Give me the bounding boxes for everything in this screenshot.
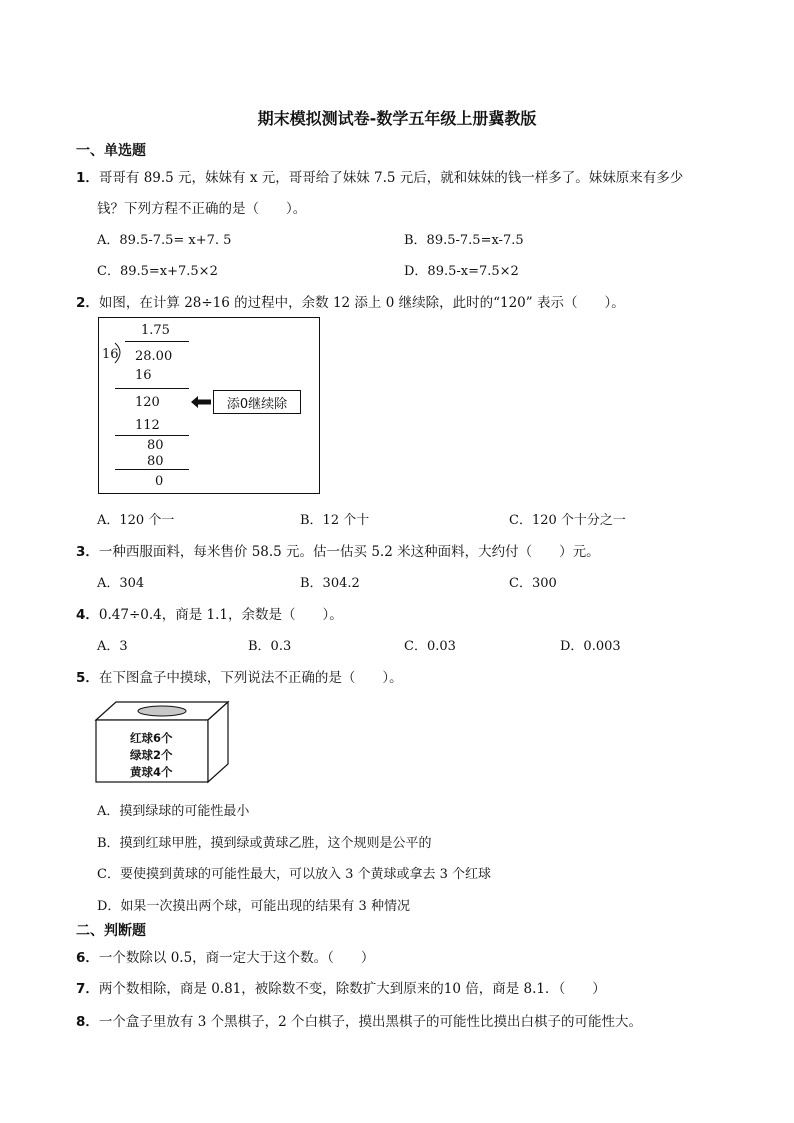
option-b: B．0.3: [248, 639, 292, 654]
question-number: 4．: [76, 607, 99, 623]
option-a: A．120 个一: [97, 513, 175, 528]
question-number: 2．: [76, 295, 99, 311]
question-5: [76, 666, 403, 686]
option-c: C．300: [509, 576, 557, 591]
dividend: 28.00: [135, 349, 173, 364]
question-text: 一个数除以 0.5，商一定大于这个数。（ ）: [98, 950, 375, 966]
option-d: D．如果一次摸出两个球，可能出现的结果有 3 种情况: [97, 899, 410, 914]
question-number: 5．: [76, 670, 99, 686]
option-a: A．3: [97, 639, 128, 654]
option-a: A．89.5-7.5= x+7. 5: [97, 233, 232, 248]
option-b: B．12 个十: [300, 513, 370, 528]
question-6: [76, 946, 374, 966]
section-heading-single-choice: 一、单选题: [76, 143, 146, 159]
question-text: 一种西服面料，每米售价 58.5 元。估一估买 5.2 米这种面料，大约付（ ）元。: [98, 544, 600, 560]
question-number: 8．: [76, 1014, 99, 1030]
question-text: 0.47÷0.4，商是 1.1，余数是（ ）。: [98, 607, 343, 623]
step-line: [115, 388, 189, 389]
ball-box-figure: [92, 700, 232, 784]
option-b: B．摸到红球甲胜，摸到绿或黄球乙胜，这个规则是公平的: [97, 836, 432, 851]
page-title: 期末模拟测试卷-数学五年级上册冀教版: [257, 109, 537, 128]
step-120: 120: [135, 395, 160, 410]
question-text: 在下图盒子中摸球，下列说法不正确的是（ ）。: [98, 670, 403, 686]
question-number: 1．: [76, 170, 99, 186]
step-112: 112: [135, 418, 160, 433]
callout-note: 添0继续除: [213, 390, 301, 414]
step-line: [115, 469, 189, 470]
question-text: 哥哥有 89.5 元，妹妹有 x 元，哥哥给了妹妹 7.5 元后，就和妹妹的钱一样多了。妹妹原来有多少: [98, 170, 684, 186]
option-c: C．0.03: [404, 639, 456, 654]
box-label-red: 红球6个: [130, 731, 173, 745]
option-a: A．304: [97, 576, 145, 591]
option-b: B．304.2: [300, 576, 360, 591]
question-number: 6．: [76, 950, 99, 966]
question-7: [76, 977, 606, 997]
option-d: D．89.5-x=7.5×2: [404, 264, 519, 279]
left-arrow-icon: [191, 396, 211, 408]
question-text: 两个数相除，商是 0.81，被除数不变，除数扩大到原来的10 倍，商是 8.1．（ ）: [98, 981, 606, 997]
question-4: [76, 603, 343, 623]
quotient: 1.75: [141, 323, 170, 338]
option-c: C．89.5=x+7.5×2: [97, 264, 218, 279]
question-1-line2: 钱？下列方程不正确的是（ ）。: [97, 201, 307, 217]
option-c: C．要使摸到黄球的可能性最大，可以放入 3 个黄球或拿去 3 个红球: [97, 867, 492, 882]
divisor: 16: [102, 347, 119, 362]
step-80-a: 80: [147, 438, 164, 453]
box-label-yellow: 黄球4个: [130, 765, 173, 779]
division-bar: [125, 341, 189, 342]
step-line: [115, 435, 189, 436]
option-d: D．0.003: [560, 639, 621, 654]
option-c: C．120 个十分之一: [509, 513, 626, 528]
long-division-figure: [98, 317, 320, 494]
question-8: [76, 1010, 642, 1030]
option-b: B．89.5-7.5=x-7.5: [404, 233, 524, 248]
question-text: 如图，在计算 28÷16 的过程中，余数 12 添上 0 继续除，此时的“120” 表示（ ）。: [98, 295, 625, 311]
question-3: [76, 540, 600, 560]
section-heading-true-false: 二、判断题: [76, 923, 146, 939]
question-number: 7．: [76, 981, 99, 997]
option-a: A．摸到绿球的可能性最小: [97, 804, 250, 819]
question-2: [76, 291, 625, 311]
step-16: 16: [135, 368, 152, 383]
box-label-green: 绿球2个: [130, 748, 173, 762]
step-80-b: 80: [147, 454, 164, 469]
step-0: 0: [155, 474, 164, 489]
question-number: 3．: [76, 544, 99, 560]
question-text: 一个盒子里放有 3 个黑棋子，2 个白棋子，摸出黑棋子的可能性比摸出白棋子的可能性大。: [98, 1014, 642, 1030]
question-1: [76, 166, 683, 186]
